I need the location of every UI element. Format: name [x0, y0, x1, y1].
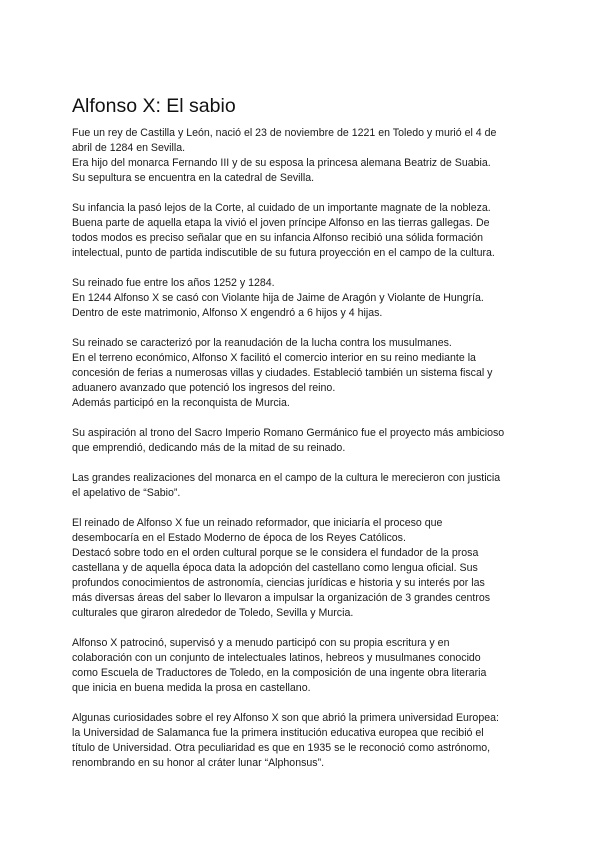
paragraph-line: Su sepultura se encuentra en la catedral de Sevilla. [72, 172, 315, 184]
paragraph [72, 426, 527, 456]
paragraph [72, 126, 527, 186]
paragraph-line: concesión de ferias a numerosas villas y ciudades. Estableció también un sistema fiscal y [72, 367, 493, 379]
paragraph-line: Además participó en la reconquista de Murcia. [72, 397, 290, 409]
paragraph [72, 276, 527, 321]
paragraph-line: Fue un rey de Castilla y León, nació el 23 de noviembre de 1221 en Toledo y murió el 4 de [72, 127, 497, 139]
paragraph-line: intelectual, punto de partida indiscutible de su futura proyección en el campo de la cultura. [72, 247, 495, 259]
paragraph-line: Era hijo del monarca Fernando III y de su esposa la princesa alemana Beatriz de Suabia. [72, 157, 491, 169]
paragraph-line: castellana y de aquella época data la adopción del castellano como lengua oficial. Sus [72, 562, 478, 574]
paragraph-line: aduanero avanzado que potenció los ingresos del reino. [72, 382, 336, 394]
paragraph-line: Destacó sobre todo en el orden cultural porque se le considera el fundador de la prosa [72, 547, 479, 559]
paragraph-line: desembocaría en el Estado Moderno de época de los Reyes Católicos. [72, 532, 406, 544]
paragraph [72, 516, 527, 621]
paragraph-line: todos modos es preciso señalar que en su infancia Alfonso recibió una sólida formación [72, 232, 484, 244]
paragraph-line: Su infancia la pasó lejos de la Corte, al cuidado de un importante magnate de la nobleza. [72, 202, 491, 214]
paragraph [72, 711, 527, 771]
paragraph-line: Dentro de este matrimonio, Alfonso X engendró a 6 hijos y 4 hijas. [72, 307, 383, 319]
paragraph-line: Su reinado fue entre los años 1252 y 1284. [72, 277, 275, 289]
paragraph-line: Buena parte de aquella etapa la vivió el joven príncipe Alfonso en las tierras gallegas. De [72, 217, 490, 229]
paragraph [72, 636, 527, 696]
paragraph-line: Algunas curiosidades sobre el rey Alfonso X son que abrió la primera universidad Europea: [72, 712, 499, 724]
paragraph-line: Su reinado se caracterizó por la reanudación de la lucha contra los musulmanes. [72, 337, 452, 349]
document-page [72, 94, 527, 786]
paragraph-line: el apelativo de “Sabio”. [72, 487, 181, 499]
paragraph-line: Las grandes realizaciones del monarca en el campo de la cultura le merecieron con justicia [72, 472, 501, 484]
paragraph-line: Alfonso X patrocinó, supervisó y a menudo participó con su propia escritura y en [72, 637, 450, 649]
paragraph-line: abril de 1284 en Sevilla. [72, 142, 186, 154]
paragraph [72, 471, 527, 501]
paragraph-line: que inicia en buena medida la prosa en castellano. [72, 682, 311, 694]
paragraph [72, 336, 527, 411]
document-body [72, 126, 527, 771]
paragraph-line: colaboración con un conjunto de intelectuales latinos, hebreos y musulmanes conocido [72, 652, 481, 664]
paragraph-line: como Escuela de Traductores de Toledo, en la composición de una ingente obra literaria [72, 667, 487, 679]
document-title: Alfonso X: El sabio [72, 95, 236, 117]
paragraph-line: En 1244 Alfonso X se casó con Violante hija de Jaime de Aragón y Violante de Hungría. [72, 292, 484, 304]
paragraph-line: título de Universidad. Otra peculiaridad es que en 1935 se le reconoció como astrónomo, [72, 742, 491, 754]
paragraph-line: culturales que giraron alrededor de Toledo, Sevilla y Murcia. [72, 607, 354, 619]
paragraph-line: más diversas áreas del saber lo llevaron a impulsar la organización de 3 grandes centros [72, 592, 491, 604]
paragraph-line: Su aspiración al trono del Sacro Imperio Romano Germánico fue el proyecto más ambicioso [72, 427, 505, 439]
paragraph-line: El reinado de Alfonso X fue un reinado reformador, que iniciaría el proceso que [72, 517, 443, 529]
paragraph-line: En el terreno económico, Alfonso X facilitó el comercio interior en su reino mediante la [72, 352, 476, 364]
paragraph-line: que emprendió, dedicando más de la mitad de su reinado. [72, 442, 346, 454]
paragraph-line: renombrando en su honor al cráter lunar “Alphonsus”. [72, 757, 325, 769]
paragraph [72, 201, 527, 261]
paragraph-line: profundos conocimientos de astronomía, ciencias jurídicas e historia y su interés por las [72, 577, 485, 589]
paragraph-line: la Universidad de Salamanca fue la primera institución educativa europea que recibió el [72, 727, 484, 739]
